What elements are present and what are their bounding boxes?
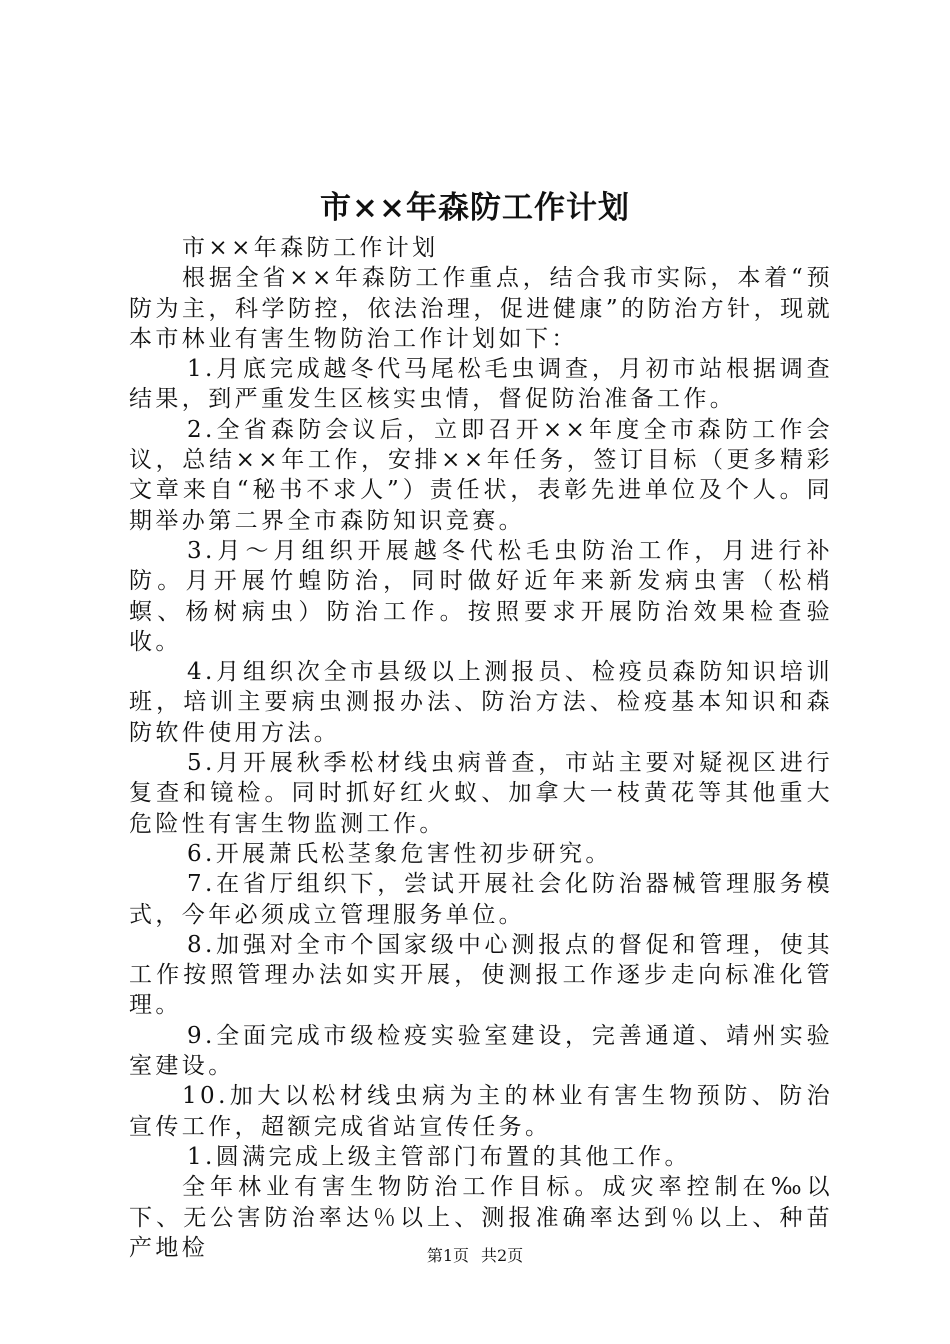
document-body	[129, 233, 833, 1263]
document-title: 市××年森防工作计划	[320, 190, 630, 226]
page-total: 共2页	[481, 1246, 524, 1265]
plan-item-8: 8.加强对全市个国家级中心测报点的督促和管理，使其工作按照管理办法如实开展，使测报工作逐步走向标准化管理。	[129, 931, 833, 1019]
page-footer	[0, 1246, 950, 1266]
plan-item-9: 9.全面完成市级检疫实验室建设，完善通道、靖州实验室建设。	[129, 1022, 833, 1080]
plan-item-1: 1.月底完成越冬代马尾松毛虫调查，月初市站根据调查结果，到严重发生区核实虫情，督促防治准备工作。	[129, 356, 833, 413]
intro-paragraph: 根据全省××年森防工作重点，结合我市实际，本着“预防为主，科学防控，依法治理，促进健康”的防治方针，现就本市林业有害生物防治工作计划如下：	[129, 265, 833, 352]
plan-item-2: 2.全省森防会议后，立即召开××年度全市森防工作会议，总结××年工作，安排××年任务，签订目标（更多精彩文章来自“秘书不求人”）责任状，表彰先进单位及个人。同期举办第二界全市森防知识竞赛。	[129, 416, 833, 534]
plan-item-10: 10.加大以松材线虫病为主的林业有害生物预防、防治宣传工作，超额完成省站宣传任务。	[129, 1083, 833, 1140]
plan-item-6: 6.开展萧氏松茎象危害性初步研究。	[187, 840, 612, 867]
goals-paragraph: 全年林业有害生物防治工作目标。成灾率控制在‰以下、无公害防治率达％以上、测报准确率达到％以上、种苗产地检	[129, 1174, 833, 1261]
subtitle-paragraph: 市××年森防工作计划	[182, 235, 439, 261]
plan-item-11: 1.圆满完成上级主管部门布置的其他工作。	[187, 1143, 691, 1170]
plan-item-3: 3.月～月组织开展越冬代松毛虫防治工作，月进行补防。月开展竹蝗防治，同时做好近年来新发病虫害（松梢螟、杨树病虫）防治工作。按照要求开展防治效果检查验收。	[129, 537, 833, 655]
plan-item-4: 4.月组织次全市县级以上测报员、检疫员森防知识培训班，培训主要病虫测报办法、防治方法、检疫基本知识和森防软件使用方法。	[129, 659, 833, 746]
plan-item-7: 7.在省厅组织下，尝试开展社会化防治器械管理服务模式，今年必须成立管理服务单位。	[129, 871, 833, 928]
page-number: 第1页	[426, 1246, 469, 1265]
plan-item-5: 5.月开展秋季松材线虫病普查，市站主要对疑视区进行复查和镜检。同时抓好红火蚁、加拿大一枝黄花等其他重大危险性有害生物监测工作。	[129, 750, 833, 837]
